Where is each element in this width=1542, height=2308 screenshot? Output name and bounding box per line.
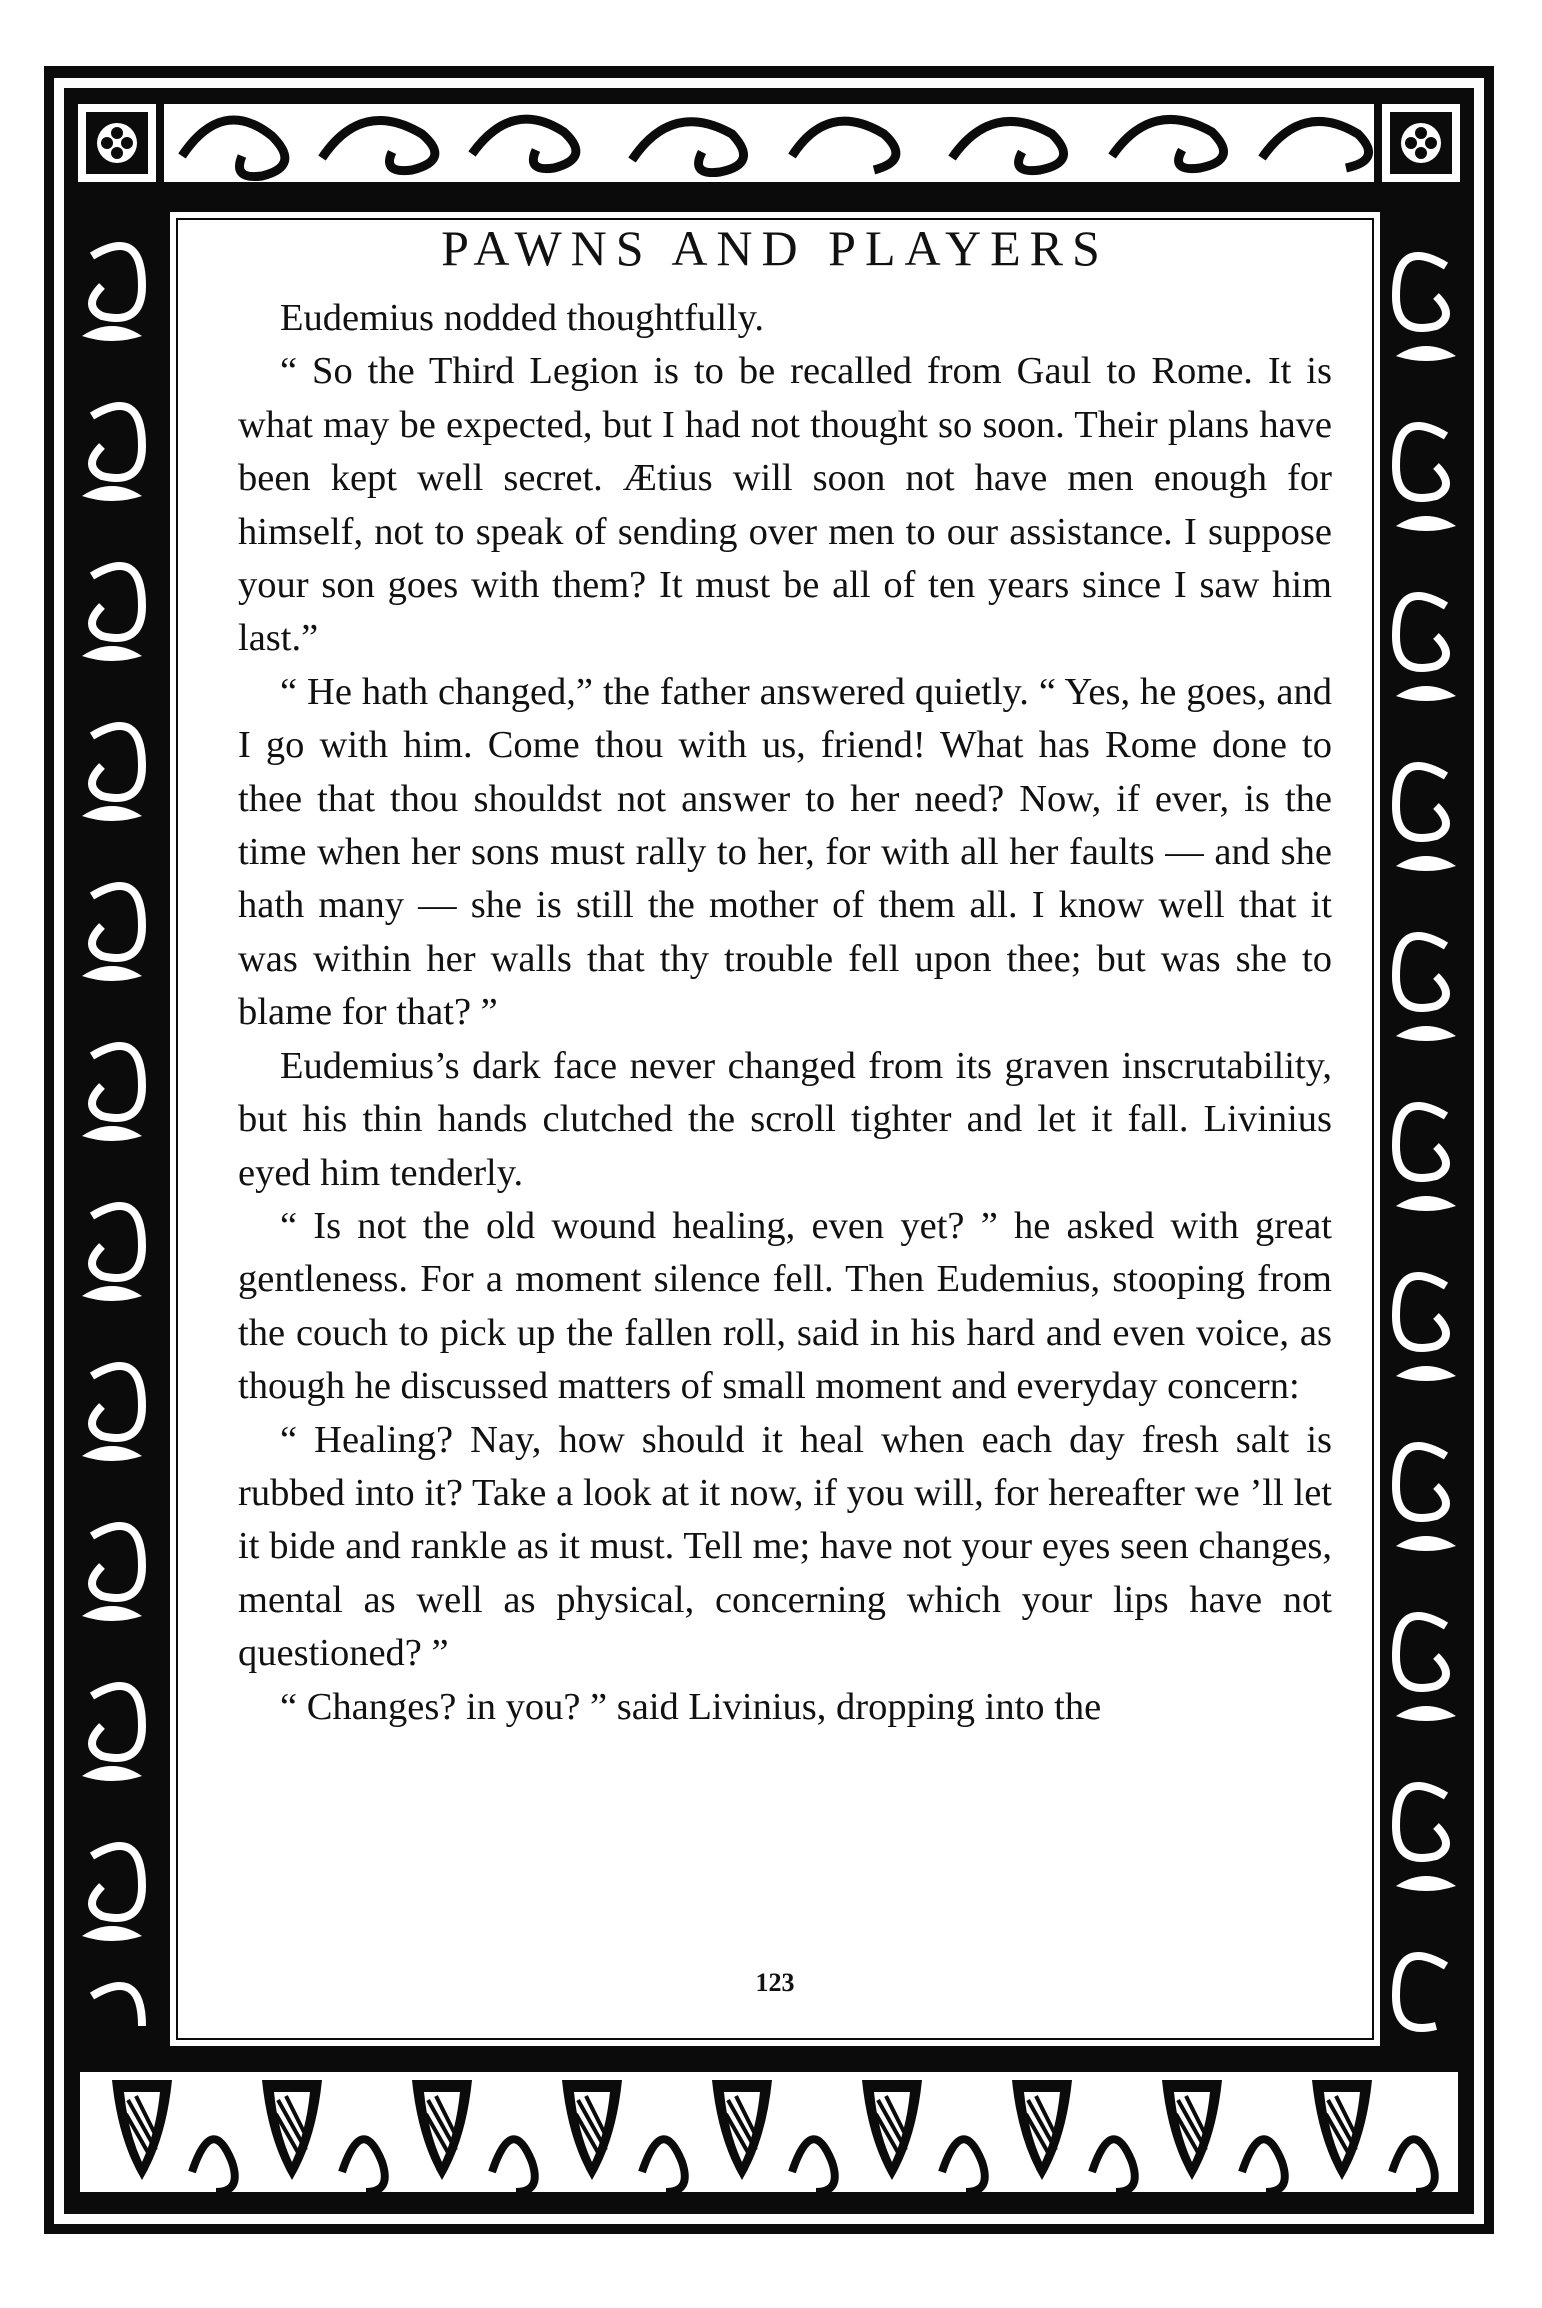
corner-rosette-icon [78, 104, 156, 182]
left-ornament-column [72, 196, 162, 2054]
paragraph: “ Healing? Nay, how should it heal when each day fresh salt is rubbed into it? Take a look at it now, if you will, for hereafter we ’ll let it bide and rankle as it must. Tell me; have not your eyes seen changes, mental as well as physical, concerning which your lips have not questioned? ” [238, 1418, 1332, 1675]
paragraph: “ Is not the old wound healing, even yet? ” he asked with great gentleness. For a moment silence fell. Then Eudemius, stooping from the couch to pick up the fallen roll, said in his hard and even voice, as though he discussed matters of small moment and everyday concern: [238, 1204, 1332, 1408]
page-number: 123 [755, 1968, 795, 1997]
paragraph: “ So the Third Legion is to be recalled from Gaul to Rome. It is what may be expected, but I had not thought so soon. Their plans have been kept well secret. Ætius will soon not have men enough for himself, not to speak of sending over men to our assistance. I suppose your son goes with them? It must be all of ten years since I saw him last.” [238, 350, 1332, 660]
bottom-ornament-strip [72, 2062, 1466, 2202]
body-text [238, 292, 1332, 1734]
corner-rosette-icon [1382, 104, 1460, 182]
paragraph: “ Changes? in you? ” said Livinius, dropping into the [280, 1685, 1102, 1728]
paragraph: “ He hath changed,” the father answered quietly. “ Yes, he goes, and I go with him. Come thou with us, friend! What has Rome done to thee that thou shouldst not answer to her need? Now, if ever, is the time when her sons must rally to her, for with all her faults — and she hath many — she is still the mother of them all. I know well that it was within her walls that thy trouble fell upon thee; but was she to blame for that? ” [238, 670, 1332, 1034]
right-ornament-column [1386, 196, 1466, 2054]
paragraph: Eudemius nodded thoughtfully. [280, 297, 765, 339]
top-ornament-strip [72, 96, 1466, 190]
paragraph: Eudemius’s dark face never changed from its graven inscrutability, but his thin hands clutched the scroll tighter and let it fall. Livinius eyed him tenderly. [238, 1044, 1332, 1194]
page-title: PAWNS AND PLAYERS [441, 220, 1109, 276]
